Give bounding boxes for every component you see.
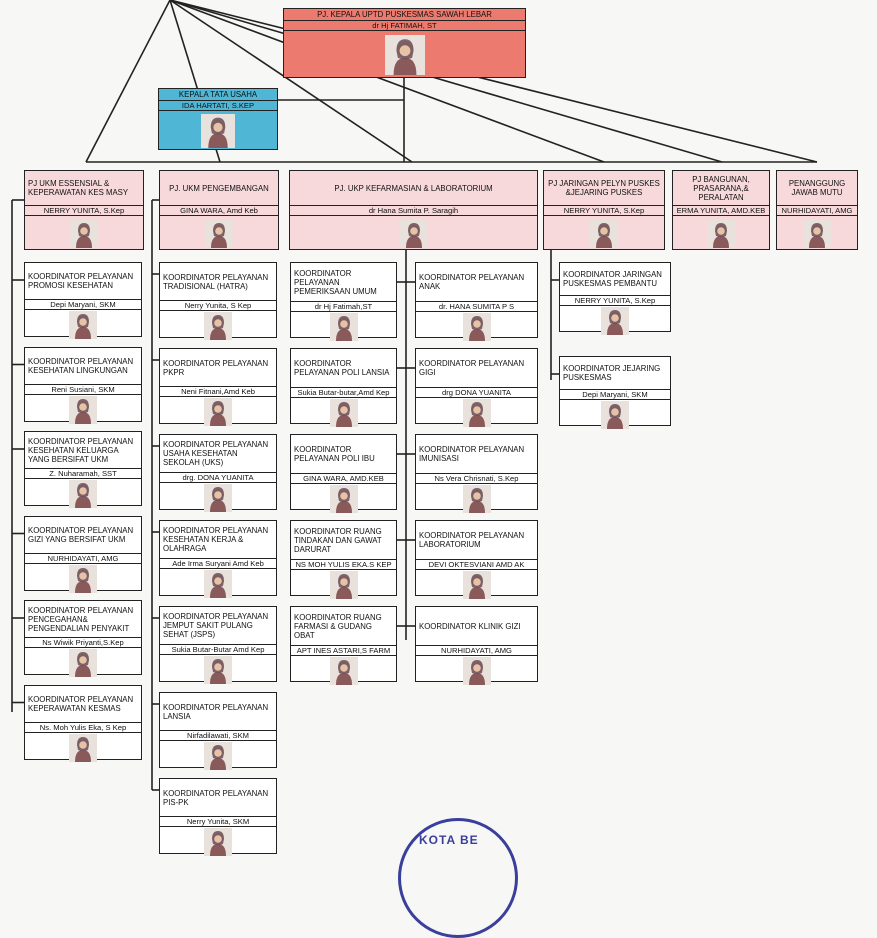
position-title: KEPALA TATA USAHA xyxy=(178,90,258,99)
position-title: KOORDINATOR PELAYANAN KEPERAWATAN KESMAS xyxy=(28,694,134,713)
person-photo-icon xyxy=(69,480,97,508)
person-photo-icon xyxy=(201,114,235,148)
person-photo-icon xyxy=(463,399,491,427)
person-photo-icon xyxy=(601,401,629,429)
position-title: PJ. UKP KEFARMASIAN & LABORATORIUM xyxy=(334,183,493,193)
coordinator-box xyxy=(415,520,538,596)
person-name: NERRY YUNITA, S.Kep xyxy=(25,205,143,216)
person-name: dr Hj Fatimah,ST xyxy=(291,301,396,312)
position-title: KOORDINATOR PELAYANAN USAHA KESEHATAN SEKOLAH (UKS) xyxy=(163,440,269,467)
person-name: Ns. Moh Yulis Eka, S Kep xyxy=(25,722,141,733)
coordinator-box xyxy=(159,778,277,854)
position-title: KOORDINATOR PELAYANAN PEMERIKSAAN UMUM xyxy=(294,268,377,296)
pj-box-ukp xyxy=(289,170,538,250)
coordinator-box xyxy=(290,606,397,682)
person-name: Sukia Butar-butar,Amd Kep xyxy=(291,387,396,398)
person-photo-icon xyxy=(204,570,232,598)
person-photo-icon xyxy=(463,657,491,685)
person-name: Ns Vera Chrisnati, S.Kep xyxy=(416,473,537,484)
person-photo-icon xyxy=(330,485,358,513)
person-photo-icon xyxy=(463,485,491,513)
coordinator-box xyxy=(24,431,142,506)
position-title: PJ UKM ESSENSIAL & KEPERAWATAN KES MASY xyxy=(28,179,129,197)
coordinator-box xyxy=(290,520,397,596)
position-title: KOORDINATOR PELAYANAN GIZI YANG BERSIFAT UKM xyxy=(28,525,134,544)
person-photo-icon xyxy=(69,565,97,593)
person-photo-icon xyxy=(330,657,358,685)
coordinator-box xyxy=(24,347,142,422)
pj-box-ukm_esensial xyxy=(24,170,144,250)
coordinator-box xyxy=(24,516,142,591)
person-name: NERRY YUNITA, S.Kep xyxy=(560,295,670,306)
coordinator-box xyxy=(290,262,397,338)
position-title: KOORDINATOR JEJARING PUSKESMAS xyxy=(563,364,661,382)
coordinator-box xyxy=(159,348,277,424)
position-title: KOORDINATOR PELAYANAN PROMOSI KESEHATAN xyxy=(28,272,134,290)
person-photo-icon xyxy=(69,649,97,677)
person-photo-icon xyxy=(803,220,831,248)
person-photo-icon xyxy=(70,220,98,248)
position-title: KOORDINATOR PELAYANAN POLI LANSIA xyxy=(294,359,390,377)
head-box xyxy=(283,8,526,78)
person-name: dr. HANA SUMITA P S xyxy=(416,301,537,312)
coordinator-box xyxy=(24,600,142,675)
person-name: dr Hj FATIMAH, ST xyxy=(284,20,525,31)
person-photo-icon xyxy=(204,656,232,684)
position-title: KOORDINATOR PELAYANAN LABORATORIUM xyxy=(419,531,525,549)
person-photo-icon xyxy=(463,313,491,341)
coordinator-box xyxy=(290,434,397,510)
position-title: KOORDINATOR PELAYANAN GIGI xyxy=(419,359,525,377)
position-title: KOORDINATOR JARINGAN PUSKESMAS PEMBANTU xyxy=(563,270,662,288)
person-name: NURHIDAYATI, AMG xyxy=(25,553,141,564)
person-name: Z. Nuharamah, SST xyxy=(25,468,141,479)
pj-box-bangunan xyxy=(672,170,770,250)
person-name: NURHIDAYATI, AMG xyxy=(777,205,857,216)
person-photo-icon xyxy=(330,313,358,341)
person-photo-icon xyxy=(205,220,233,248)
position-title: PJ BANGUNAN, PRASARANA,& PERALATAN xyxy=(692,174,750,202)
person-photo-icon xyxy=(204,828,232,856)
position-title: KOORDINATOR PELAYANAN TRADISIONAL (HATRA) xyxy=(163,272,269,291)
person-name: Nerry Yunita, S Kep xyxy=(160,300,276,311)
position-title: KOORDINATOR PELAYANAN JEMPUT SAKIT PULANG SEHAT (JSPS) xyxy=(163,612,269,639)
pj-box-jaringan xyxy=(543,170,665,250)
person-name: GINA WARA, Amd Keb xyxy=(160,205,278,216)
person-photo-icon xyxy=(204,312,232,340)
person-name: Depi Maryani, SKM xyxy=(25,299,141,310)
tata-usaha-box xyxy=(158,88,278,150)
coordinator-box xyxy=(24,685,142,760)
person-photo-icon xyxy=(69,396,97,424)
coordinator-box xyxy=(290,348,397,424)
position-title: PJ. UKM PENGEMBANGAN xyxy=(169,183,269,193)
position-title: KOORDINATOR PELAYANAN KESEHATAN KELUARGA YANG BERSIFAT UKM xyxy=(28,436,134,464)
person-name: Neni Fitnani,Amd Keb xyxy=(160,386,276,397)
person-photo-icon xyxy=(707,220,735,248)
person-name: Nirfadilawati, SKM xyxy=(160,730,276,741)
person-name: Reni Susiani, SKM xyxy=(25,384,141,395)
position-title: KOORDINATOR PELAYANAN ANAK xyxy=(419,273,525,291)
coordinator-box xyxy=(159,692,277,768)
position-title: KOORDINATOR PELAYANAN IMUNISASI xyxy=(419,445,525,463)
person-photo-icon xyxy=(69,734,97,762)
person-name: DEVI OKTESVIANI AMD AK xyxy=(416,559,537,570)
person-photo-icon xyxy=(204,398,232,426)
coordinator-box xyxy=(415,434,538,510)
person-photo-icon xyxy=(463,571,491,599)
person-name: APT INES ASTARI,S FARM xyxy=(291,645,396,656)
person-name: ERMA YUNITA, AMD.KEB xyxy=(673,205,769,216)
person-photo-icon xyxy=(601,307,629,335)
coordinator-box xyxy=(24,262,142,337)
person-name: IDA HARTATI, S.KEP xyxy=(159,100,277,111)
position-title: PENANGGUNG JAWAB MUTU xyxy=(788,179,846,197)
coordinator-box xyxy=(159,520,277,596)
coordinator-box xyxy=(559,262,671,332)
coordinator-box xyxy=(159,262,277,338)
coordinator-box xyxy=(415,262,538,338)
person-photo-icon xyxy=(385,35,425,75)
position-title: KOORDINATOR PELAYANAN KESEHATAN KERJA & OLAHRAGA xyxy=(163,526,269,553)
person-name: dr Hana Sumita P. Saragih xyxy=(290,205,537,216)
pj-box-ukm_pengembangan xyxy=(159,170,279,250)
position-title: KOORDINATOR PELAYANAN POLI IBU xyxy=(294,445,375,463)
person-photo-icon xyxy=(590,220,618,248)
position-title: KOORDINATOR RUANG TINDAKAN DAN GAWAT DARURAT xyxy=(294,526,382,554)
person-name: GINA WARA, AMD.KEB xyxy=(291,473,396,484)
person-name: Nerry Yunita, SKM xyxy=(160,816,276,827)
position-title: KOORDINATOR PELAYANAN LANSIA xyxy=(163,702,269,721)
person-photo-icon xyxy=(330,399,358,427)
person-photo-icon xyxy=(69,311,97,339)
pj-box-mutu xyxy=(776,170,858,250)
official-stamp xyxy=(398,818,518,938)
person-name: NERRY YUNITA, S.Kep xyxy=(544,205,664,216)
coordinator-box xyxy=(159,434,277,510)
person-photo-icon xyxy=(204,742,232,770)
position-title: PJ JARINGAN PELYN PUSKES &JEJARING PUSKES xyxy=(548,179,660,197)
coordinator-box xyxy=(415,348,538,424)
person-name: Depi Maryani, SKM xyxy=(560,389,670,400)
person-photo-icon xyxy=(204,484,232,512)
person-name: NURHIDAYATI, AMG xyxy=(416,645,537,656)
person-name: Ade Irma Suryani Amd Keb xyxy=(160,558,276,569)
position-title: KOORDINATOR KLINIK GIZI xyxy=(419,621,521,631)
person-name: Ns Wiwik Priyanti,S.Kep xyxy=(25,637,141,648)
position-title: KOORDINATOR PELAYANAN PENCEGAHAN& PENGENDALIAN PENYAKIT xyxy=(28,605,134,633)
coordinator-box xyxy=(159,606,277,682)
person-photo-icon xyxy=(330,571,358,599)
position-title: PJ. KEPALA UPTD PUSKESMAS SAWAH LEBAR xyxy=(317,10,492,19)
position-title: KOORDINATOR PELAYANAN PKPR xyxy=(163,358,269,377)
stamp-text: KOTA BE xyxy=(419,833,479,847)
position-title: KOORDINATOR RUANG FARMASI & GUDANG OBAT xyxy=(294,612,382,640)
person-photo-icon xyxy=(400,220,428,248)
person-name: drg. DONA YUANITA xyxy=(160,472,276,483)
person-name: drg DONA YUANITA xyxy=(416,387,537,398)
position-title: KOORDINATOR PELAYANAN PIS-PK xyxy=(163,788,269,807)
person-name: Sukia Butar-Butar Amd Kep xyxy=(160,644,276,655)
coordinator-box xyxy=(559,356,671,426)
person-name: NS MOH YULIS EKA.S KEP xyxy=(291,559,396,570)
position-title: KOORDINATOR PELAYANAN KESEHATAN LINGKUNGAN xyxy=(28,356,134,375)
coordinator-box xyxy=(415,606,538,682)
